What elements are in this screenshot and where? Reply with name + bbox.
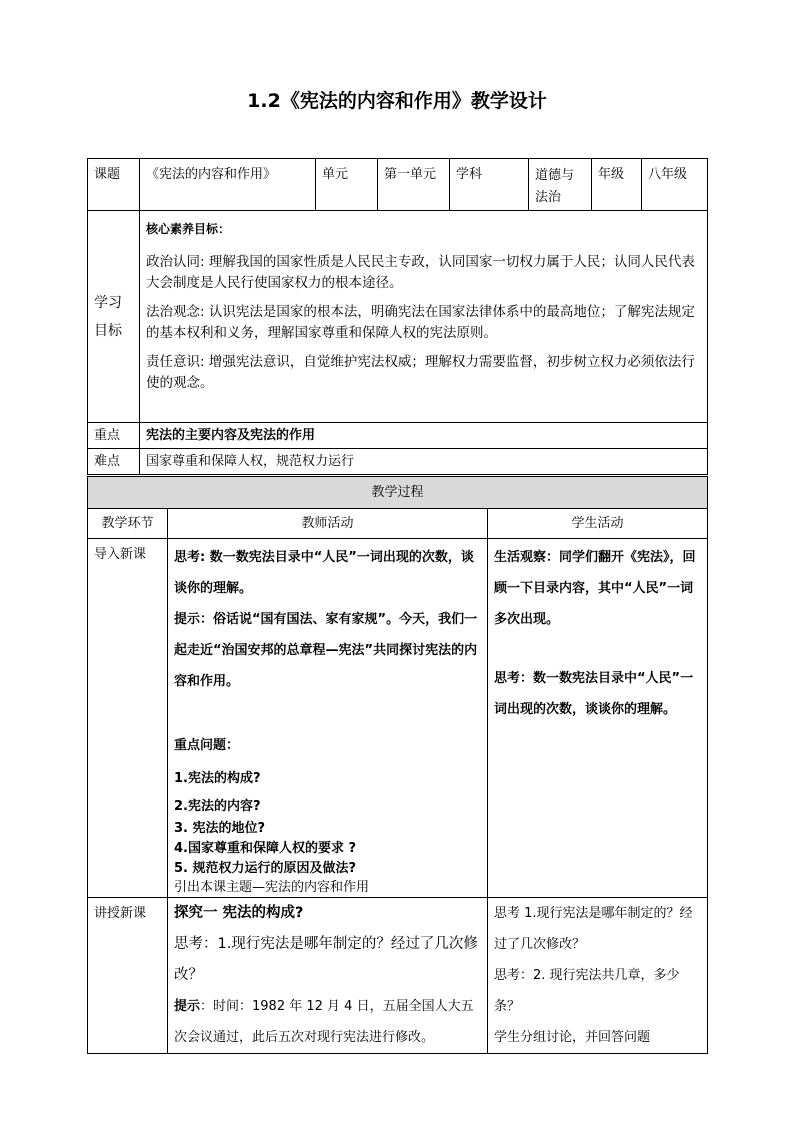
info-table xyxy=(87,158,708,475)
student-new-discuss: 学生分组讨论，并回答问题 xyxy=(494,1030,651,1045)
student-new-q2: 思考：2. 现行宪法共几章，多少条？ xyxy=(494,968,680,1014)
teacher-intro-hint: 提示：俗话说“国有国法、家有家规”。今天，我们一起走近“治国安邦的总章程—宪法”共同探讨宪法的内容和作用。 xyxy=(174,612,478,689)
subject-label: 学科 xyxy=(450,159,529,211)
goal-law: 法治观念: 认识宪法是国家的根本法，明确宪法在国家法律体系中的最高地位；了解宪法规定的基本权利和义务，理解国家尊重和保障人权的宪法原则。 xyxy=(146,304,695,341)
stage-new: 讲授新课 xyxy=(88,898,168,1054)
goals-label: 学习目标 xyxy=(88,211,140,423)
teacher-intro-cell xyxy=(168,539,488,898)
col-student-header: 学生活动 xyxy=(488,509,708,539)
teacher-new-cell xyxy=(168,898,488,1054)
teacher-intro-think: 思考: 数一数宪法目录中“人民”一词出现的次数，谈谈你的理解。 xyxy=(174,550,474,596)
difficulty-label: 难点 xyxy=(88,449,140,475)
teacher-new-explore: 探究一 宪法的构成? xyxy=(174,905,304,921)
key-question-2: 2.宪法的内容? xyxy=(174,799,261,814)
teacher-new-hint-text: ：时间：1982 年 12 月 4 日，五届全国人大五次会议通过，此后五次对现行宪法进行修改。 xyxy=(174,999,474,1045)
unit-label: 单元 xyxy=(316,159,378,211)
key-question-1: 1.宪法的构成? xyxy=(174,771,261,786)
grade-label: 年级 xyxy=(592,159,642,211)
key-value: 宪法的主要内容及宪法的作用 xyxy=(140,423,708,449)
key-questions-title: 重点问题： xyxy=(174,738,240,753)
col-teacher-header: 教师活动 xyxy=(168,509,488,539)
col-stage-header: 教学环节 xyxy=(88,509,168,539)
student-new-q1: 思考 1.现行宪法是哪年制定的？经过了几次修改？ xyxy=(494,906,693,952)
teacher-new-hint xyxy=(174,991,481,1053)
key-label: 重点 xyxy=(88,423,140,449)
key-question-4: 4.国家尊重和保障人权的要求 ? xyxy=(174,841,357,856)
page-title: 1.2《宪法的内容和作用》教学设计 xyxy=(247,90,547,112)
grade-value: 八年级 xyxy=(642,159,708,211)
course-label: 课题 xyxy=(88,159,140,211)
lesson-lead: 引出本课主题—宪法的内容和作用 xyxy=(174,880,370,895)
teacher-new-hint-label: 提示 xyxy=(174,999,201,1014)
subject-value: 道德与法治 xyxy=(529,159,592,211)
goal-responsibility: 责任意识: 增强宪法意识，自觉维护宪法权威；理解权力需要监督，初步树立权力必须依法行使的观念。 xyxy=(146,354,695,391)
goals-heading: 核心素养目标： xyxy=(146,222,231,236)
student-intro-think: 思考：数一数宪法目录中“人民”一词出现的次数，谈谈你的理解。 xyxy=(494,671,694,717)
unit-value: 第一单元 xyxy=(378,159,450,211)
student-new-cell xyxy=(488,898,708,1054)
goals-cell xyxy=(140,211,708,423)
stage-intro: 导入新课 xyxy=(88,539,168,898)
student-intro-cell xyxy=(488,539,708,898)
course-value: 《宪法的内容和作用》 xyxy=(140,159,316,211)
difficulty-value: 国家尊重和保障人权，规范权力运行 xyxy=(140,449,708,475)
process-header: 教学过程 xyxy=(88,477,708,509)
key-question-5: 5. 规范权力运行的原因及做法? xyxy=(174,861,357,876)
student-intro-observe: 生活观察：同学们翻开《宪法》，回顾一下目录内容，其中“人民”一词多次出现。 xyxy=(494,550,696,627)
teacher-new-think: 思考：1.现行宪法是哪年制定的？经过了几次修改？ xyxy=(174,936,478,983)
process-table xyxy=(87,476,708,1054)
key-question-3: 3. 宪法的地位? xyxy=(174,821,266,836)
goal-political: 政治认同: 理解我国的国家性质是人民民主专政，认同国家一切权力属于人民；认同人民代表大会制度是人民行使国家权力的根本途径。 xyxy=(146,254,695,291)
